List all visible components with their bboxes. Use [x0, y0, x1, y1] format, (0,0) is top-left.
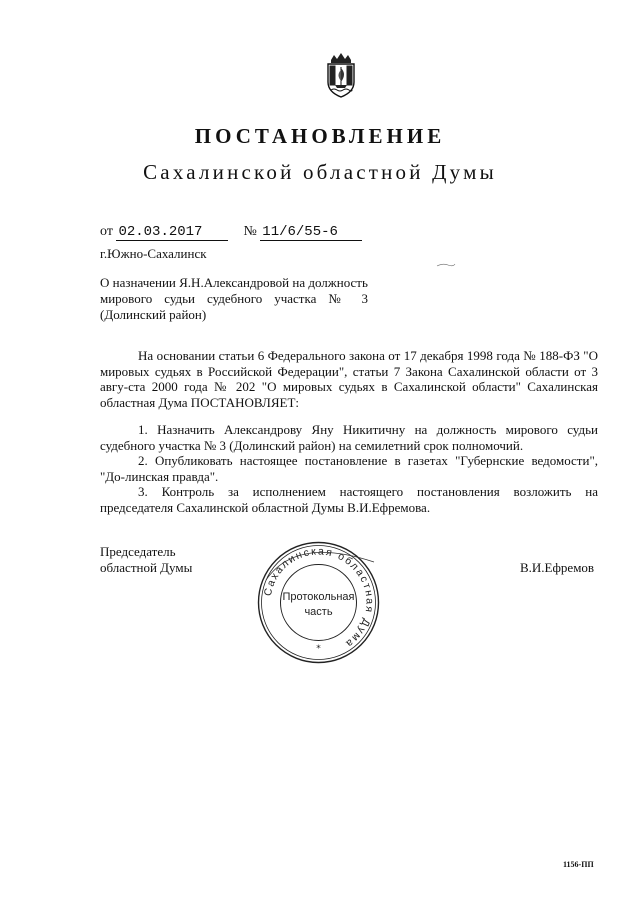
- resolution-item-3: 3. Контроль за исполнением настоящего постановления возложить на председателя Сахалинской областной Думы В.И.Ефремова.: [100, 484, 598, 515]
- document-code: 1156-ПП: [563, 860, 594, 869]
- subject-line-1: О назначении Я.Н.Александровой на должность: [100, 275, 368, 290]
- stamp-ring-text: Сахалинская областная Дума: [261, 545, 376, 651]
- pen-mark: [436, 262, 456, 268]
- date-value: 02.03.2017: [116, 224, 228, 241]
- stamp-center-line-1: Протокольная: [282, 591, 355, 603]
- subject-line-2: мирового судьи судебного участка № 3: [100, 291, 368, 306]
- star-icon: *: [316, 644, 321, 654]
- signatory-title-line-1: Председатель: [100, 544, 176, 559]
- preamble-paragraph: На основании статьи 6 Федерального закона от 17 декабря 1998 года № 188-ФЗ "О мировых судьях в Российской Федерации", статьи 7 Закона Сахалинской области от 3 авгу-ста 2000 года № 202 "О мировых судьях в Сахалинской области" Сахалинская областная Дума ПОСТАНОВЛЯЕТ:: [100, 348, 598, 410]
- subject-line-3: (Долинский район): [100, 307, 207, 322]
- document-title: ПОСТАНОВЛЕНИЕ: [194, 124, 446, 148]
- registration-line: [100, 224, 362, 241]
- document-body: [100, 348, 598, 515]
- signatory-title: [100, 544, 192, 576]
- number-label: №: [243, 224, 257, 239]
- resolution-item-1: 1. Назначить Александрову Яну Никитичну на должность мирового судьи судебного участка № 3 (Долинский район) на семилетний срок полномочий.: [100, 422, 598, 453]
- stamp-center-line-2: часть: [304, 606, 333, 618]
- document-subject: [100, 275, 368, 323]
- document-subtitle: Сахалинской областной Думы: [143, 160, 497, 184]
- sakhalin-coat-of-arms-icon: [325, 52, 357, 98]
- signatory-title-line-2: областной Думы: [100, 560, 193, 575]
- number-value: 11/6/55-6: [260, 224, 362, 241]
- city-name: г.Южно-Сахалинск: [100, 246, 207, 261]
- signatory-name: В.И.Ефремов: [520, 560, 595, 575]
- resolution-item-2: 2. Опубликовать настоящее постановление в газетах "Губернские ведомости", "До-линская правда".: [100, 453, 598, 484]
- date-label: от: [100, 224, 113, 239]
- official-stamp: [256, 540, 381, 665]
